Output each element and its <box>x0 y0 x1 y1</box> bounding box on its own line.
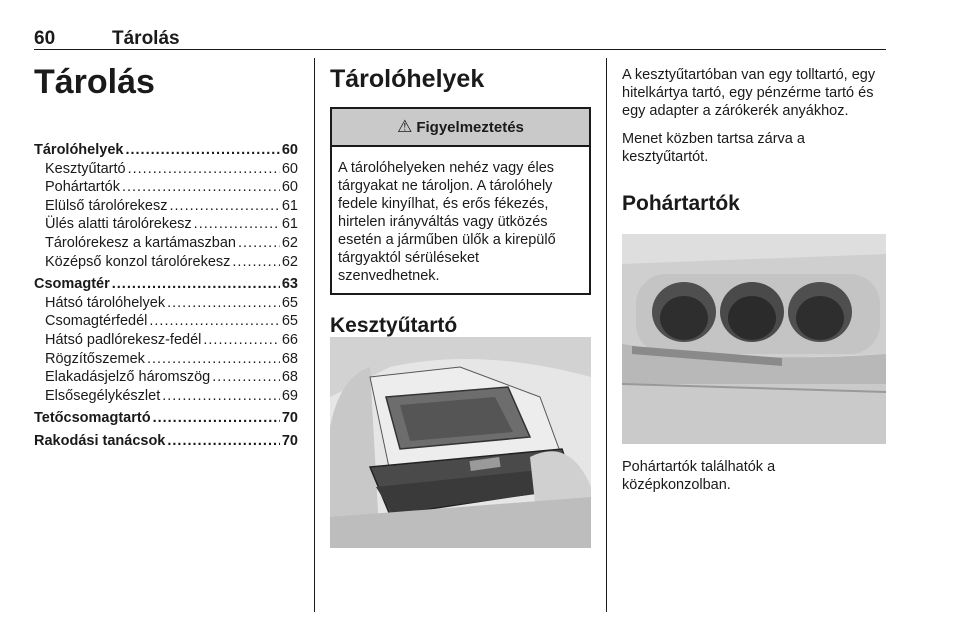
toc-group <box>34 432 298 451</box>
cupholders-description: Pohártartók találhatók a középkonzolban. <box>622 459 776 493</box>
toc-entry-page: 65 <box>281 294 298 311</box>
toc-entry[interactable] <box>34 215 298 234</box>
warning-header <box>332 109 589 147</box>
toc-leader-dots <box>238 234 280 253</box>
toc-entry-label: Csomagtér <box>34 276 110 293</box>
toc-leader-dots <box>212 368 280 387</box>
warning-heading: Figyelmeztetés <box>416 118 524 136</box>
toc-leader-dots <box>149 312 280 331</box>
toc-entry-page: 60 <box>281 160 298 177</box>
warning-box <box>330 107 591 295</box>
toc-entry[interactable] <box>34 312 298 331</box>
glovebox-instruction: Menet közben tartsa zárva a kesztyűtartót. <box>622 131 805 165</box>
column-divider-1 <box>314 58 315 612</box>
toc-entry-label: Elülső tárolórekesz <box>45 197 168 214</box>
toc-entry-label: Hátsó tárolóhelyek <box>45 294 166 311</box>
header-rule <box>34 49 886 50</box>
toc-entry-page: 70 <box>281 410 298 427</box>
toc-entry-label: Csomagtérfedél <box>45 313 148 330</box>
toc-entry-page: 62 <box>281 234 298 251</box>
toc-group <box>34 275 298 405</box>
toc-entry-label: Tetőcsomagtartó <box>34 410 151 427</box>
toc-leader-dots <box>153 409 280 428</box>
cupholders-illustration <box>622 234 886 444</box>
toc-entry[interactable] <box>34 331 298 350</box>
table-of-contents <box>34 141 298 451</box>
toc-entry[interactable] <box>34 160 298 179</box>
toc-leader-dots <box>167 432 279 451</box>
toc-entry-page: 69 <box>281 387 298 404</box>
toc-entry-label: Tárolóhelyek <box>34 142 124 158</box>
toc-entry-page: 65 <box>281 313 298 330</box>
toc-leader-dots <box>128 160 280 179</box>
toc-entry[interactable] <box>34 197 298 216</box>
right-column <box>622 60 886 217</box>
toc-leader-dots <box>122 178 280 197</box>
toc-entry-label: Rakodási tanácsok <box>34 432 166 449</box>
toc-leader-dots <box>232 253 279 272</box>
toc-entry-label: Rögzítőszemek <box>45 350 145 367</box>
toc-leader-dots <box>170 197 280 216</box>
toc-entry-page: 66 <box>281 331 298 348</box>
toc-entry[interactable] <box>34 294 298 313</box>
toc-entry-page: 68 <box>281 369 298 386</box>
toc-entry[interactable] <box>34 368 298 387</box>
toc-leader-dots <box>147 350 280 369</box>
running-title: Tárolás <box>112 28 180 49</box>
toc-entry-main[interactable] <box>34 432 298 451</box>
toc-entry-label: Ülés alatti tárolórekesz <box>45 216 192 233</box>
warning-text: A tárolóhelyeken nehéz vagy éles tárgyakat ne tároljon. A tárolóhely fedele kinyílhat, és erős fékezés, hirtelen irányváltás vagy ütközés esetén a járműben ülők a kirepülő tárgyaktól sérüléseket szenvedhetnek. <box>338 160 556 284</box>
toc-entry[interactable] <box>34 350 298 369</box>
toc-leader-dots <box>162 387 280 406</box>
toc-entry-main[interactable] <box>34 275 298 294</box>
column-divider-2 <box>606 58 607 612</box>
chapter-title: Tárolás <box>34 63 155 101</box>
toc-entry-label: Tárolórekesz a kartámaszban <box>45 234 236 251</box>
toc-entry-label: Elsősegélykészlet <box>45 387 161 404</box>
warning-triangle-icon: ⚠ <box>397 117 413 136</box>
toc-entry-page: 68 <box>281 350 298 367</box>
section-column <box>330 60 591 339</box>
cupholders-photo <box>622 234 886 444</box>
page-header <box>34 10 886 50</box>
toc-leader-dots <box>194 215 280 234</box>
toc-entry-page: 61 <box>281 216 298 233</box>
toc-entry[interactable] <box>34 234 298 253</box>
cupholders-title: Pohártartók <box>622 192 740 215</box>
toc-leader-dots <box>203 331 279 350</box>
toc-entry-main[interactable] <box>34 409 298 428</box>
toc-leader-dots <box>125 141 279 160</box>
toc-column <box>34 60 298 455</box>
glovebox-description: A kesztyűtartóban van egy tolltartó, egy hitelkártya tartó, egy pénzérme tartó és egy adapter a zárókerék anyákhoz. <box>622 67 876 119</box>
toc-entry-label: Pohártartók <box>45 179 120 196</box>
glovebox-illustration <box>330 337 591 548</box>
toc-entry[interactable] <box>34 387 298 406</box>
section-title: Tárolóhelyek <box>330 65 485 93</box>
toc-group <box>34 141 298 271</box>
glovebox-photo <box>330 337 591 548</box>
toc-entry[interactable] <box>34 253 298 272</box>
toc-entry-page: 60 <box>281 179 298 196</box>
toc-entry-page: 60 <box>281 142 298 158</box>
toc-entry-label: Hátsó padlórekesz-fedél <box>45 331 202 348</box>
toc-leader-dots <box>167 294 280 313</box>
toc-entry[interactable] <box>34 178 298 197</box>
toc-entry-page: 63 <box>281 276 298 293</box>
page-number: 60 <box>34 28 56 49</box>
toc-entry-label: Elakadásjelző háromszög <box>45 369 211 386</box>
glovebox-title: Kesztyűtartó <box>330 314 458 337</box>
toc-group <box>34 409 298 428</box>
toc-entry-page: 62 <box>281 253 298 270</box>
toc-entry-main[interactable] <box>34 141 298 160</box>
toc-entry-page: 70 <box>281 432 298 449</box>
toc-entry-label: Kesztyűtartó <box>45 160 126 177</box>
toc-entry-label: Középső konzol tárolórekesz <box>45 253 231 270</box>
toc-leader-dots <box>112 275 280 294</box>
toc-entry-page: 61 <box>281 197 298 214</box>
